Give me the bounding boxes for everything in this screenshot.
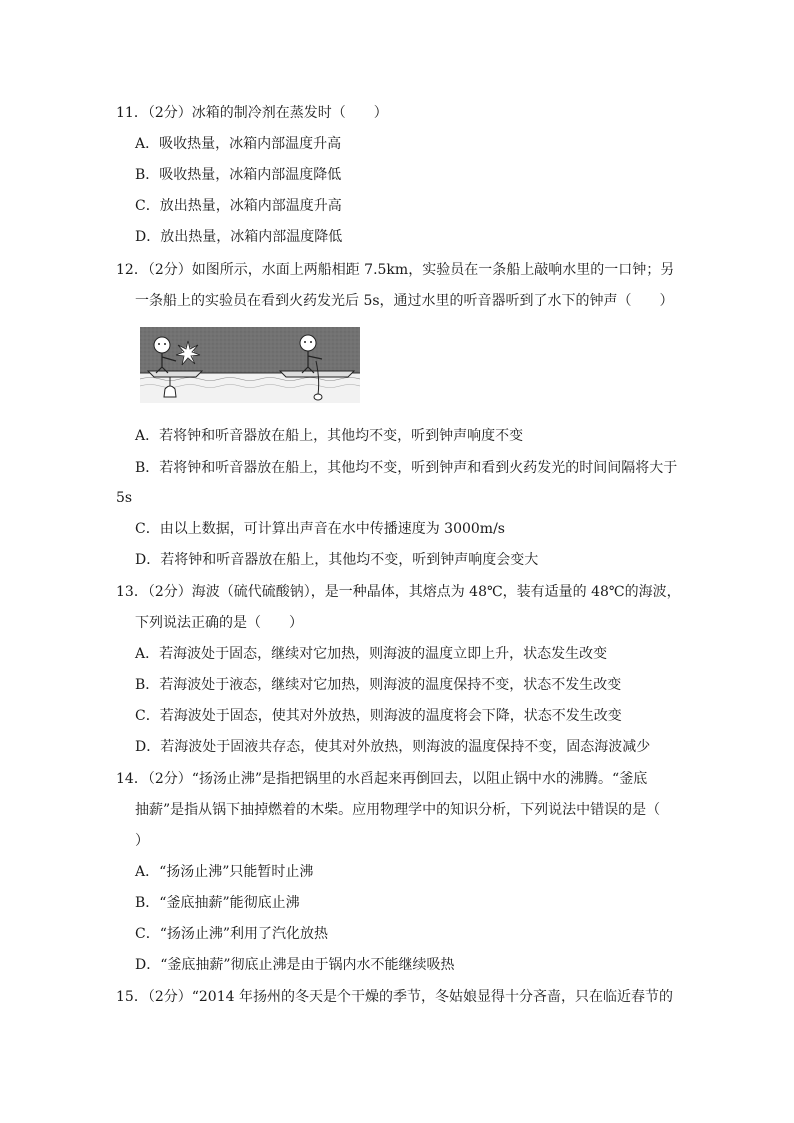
right-person (300, 335, 316, 351)
q13-stem-line2: 下列说法正确的是（ ） (135, 615, 303, 631)
q12-option-b-wrap: 5s (116, 490, 133, 506)
q11-option-b: B．吸收热量，冰箱内部温度降低 (135, 167, 342, 183)
q12-stem-line1: 12．（2分）如图所示，水面上两船相距 7.5km，实验员在一条船上敲响水里的一口钟；另 (116, 262, 675, 278)
left-person (154, 337, 170, 353)
q11-option-d: D．放出热量，冰箱内部温度降低 (135, 229, 343, 245)
q12-option-b: B．若将钟和听音器放在船上，其他均不变，听到钟声和看到火药发光的时间间隔将大于 (135, 460, 678, 476)
q13-stem-line1: 13．（2分）海波（硫代硫酸钠），是一种晶体，其熔点为 48℃，装有适量的 48℃的海波， (116, 584, 681, 600)
q13-option-d: D．若海波处于固液共存态，使其对外放热，则海波的温度保持不变，固态海波减少 (135, 739, 651, 755)
q12-stem-line2: 一条船上的实验员在看到火药发光后 5s，通过水里的听音器听到了水下的钟声（ ） (135, 293, 674, 309)
q12-option-a: A．若将钟和听音器放在船上，其他均不变，听到钟声响度不变 (135, 428, 524, 444)
q14-option-d: D．“釜底抽薪”彻底止沸是由于锅内水不能继续吸热 (135, 957, 455, 973)
q14-stem-line1: 14．（2分）“扬汤止沸”是指把锅里的水舀起来再倒回去，以阻止锅中水的沸腾。“釜底 (116, 771, 648, 787)
q13-option-a: A．若海波处于固态，继续对它加热，则海波的温度立即上升，状态发生改变 (135, 646, 608, 662)
q11-option-a: A．吸收热量，冰箱内部温度升高 (135, 136, 342, 152)
q13-option-c: C．若海波处于固态，使其对外放热，则海波的温度将会下降，状态不发生改变 (135, 708, 622, 724)
q11-stem: 11．（2分）冰箱的制冷剂在蒸发时（ ） (116, 105, 388, 121)
q15-stem-line1: 15．（2分）“2014 年扬州的冬天是个干燥的季节，冬姑娘显得十分吝啬，只在临近春节的 (116, 989, 673, 1005)
q14-option-b: B．“釜底抽薪”能彻底止沸 (135, 895, 300, 911)
q12-option-d: D．若将钟和听音器放在船上，其他均不变，听到钟声响度会变大 (135, 552, 539, 568)
hydrophone-icon (314, 394, 322, 400)
q13-option-b: B．若海波处于液态，继续对它加热，则海波的温度保持不变，状态不发生改变 (135, 677, 622, 693)
left-boat (148, 371, 202, 377)
right-boat (280, 371, 354, 377)
q12-boats-figure (140, 323, 360, 407)
q14-stem-line3: ） (135, 833, 149, 849)
q11-option-c: C．放出热量，冰箱内部温度升高 (135, 198, 342, 214)
q14-option-a: A．“扬汤止沸”只能暂时止沸 (135, 864, 314, 880)
q12-option-c: C．由以上数据，可计算出声音在水中传播速度为 3000m/s (135, 521, 505, 537)
q14-stem-line2: 抽薪”是指从锅下抽掉燃着的木柴。应用物理学中的知识分析，下列说法中错误的是（ (135, 802, 661, 818)
bell-icon (164, 386, 176, 397)
q14-option-c: C．“扬汤止沸”利用了汽化放热 (135, 926, 329, 942)
